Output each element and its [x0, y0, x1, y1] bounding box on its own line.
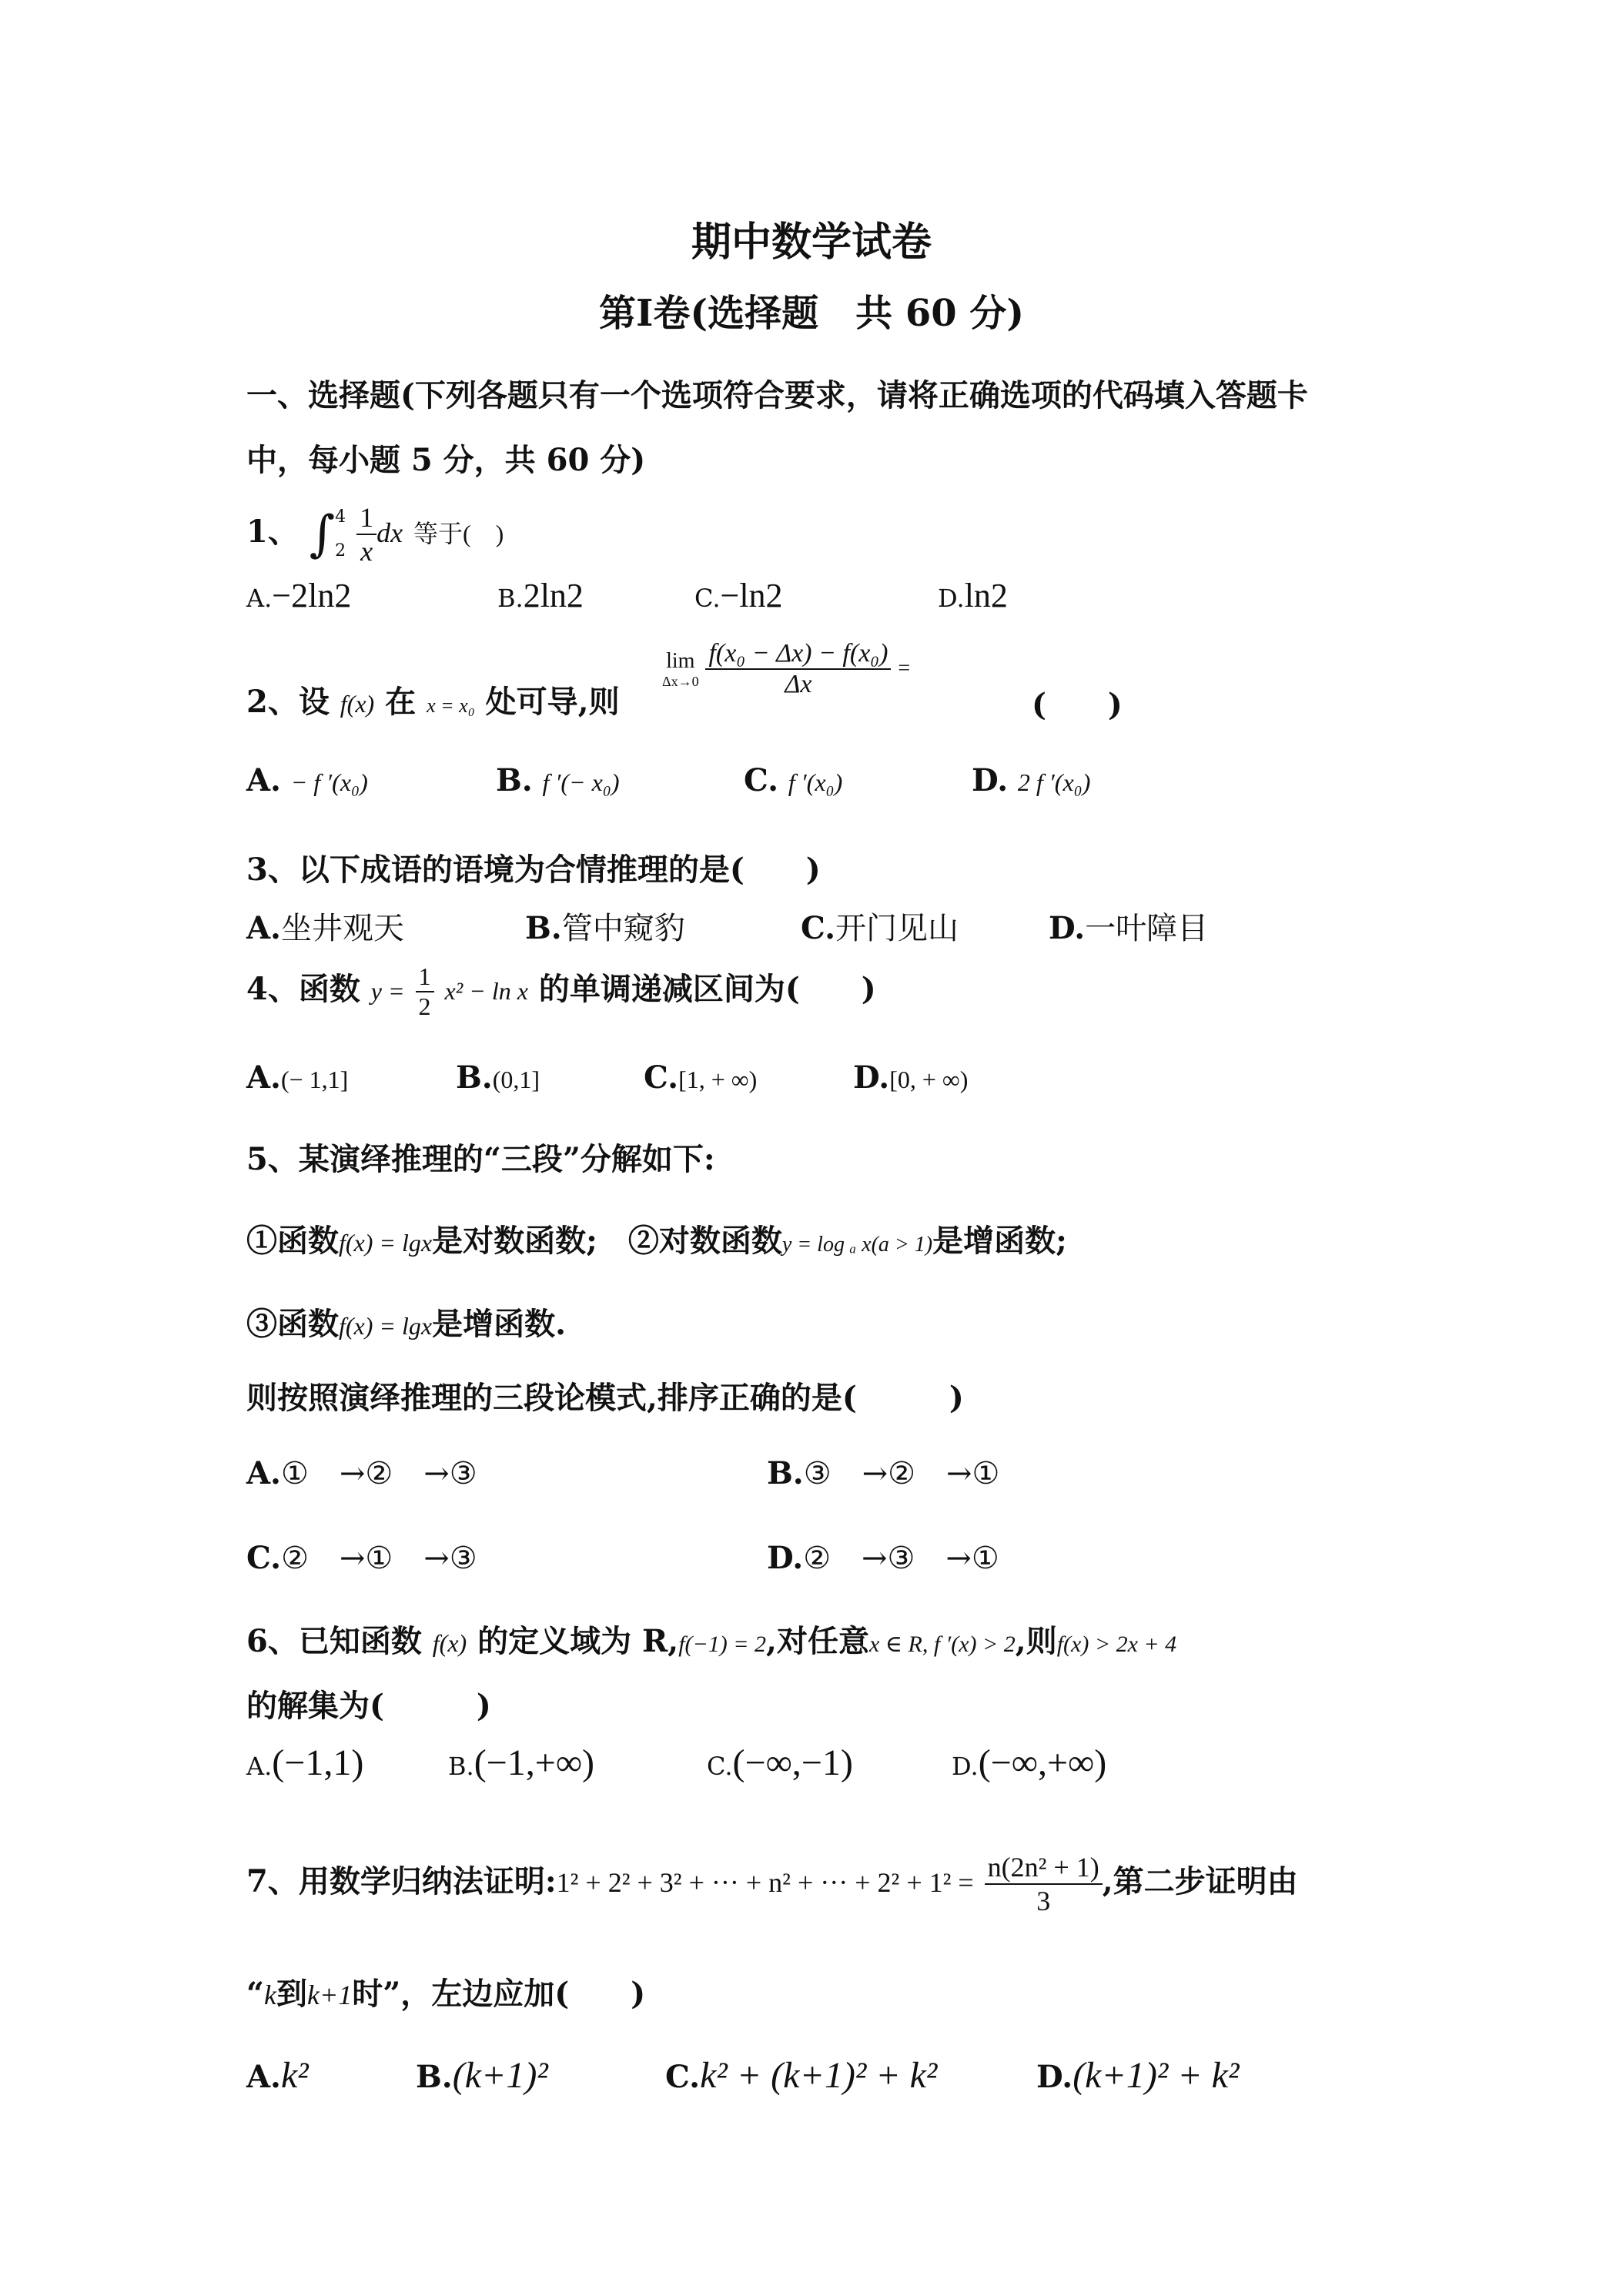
option-d: D.ln2	[938, 577, 1008, 614]
option-c: C.② →① →③	[246, 1540, 477, 1576]
limit-expression: lim Δx→0 $\frac{\text{f(x₀ − Δx) − f(x₀)}}{\Delta x}$ =	[662, 639, 911, 698]
option-c: C.开门见山	[801, 910, 959, 946]
integral-upper-limit: 4	[335, 507, 346, 527]
option-b: B. f ′(− x₀)	[496, 762, 620, 798]
option-a: A.(−1,1)	[246, 1742, 364, 1783]
option-c: C.[1, + ∞)	[644, 1059, 758, 1096]
premise-line-1: ①函数f(x) = lgx是对数函数; ②对数函数y = log ₐ x(a > 1)是增函数;	[246, 1223, 1067, 1259]
option-d: D.一叶障目	[1049, 910, 1209, 946]
question-5: 5、某演绎推理的“三段”分解如下:	[246, 1141, 715, 1177]
section-heading: 第Ⅰ卷(选择题 共 60 分)	[598, 292, 1025, 335]
fraction-numerator: 1	[356, 501, 376, 535]
integral-lower-limit: 2	[335, 541, 346, 561]
option-a: A. − f ′(x₀)	[246, 762, 368, 798]
question-3: 3、以下成语的语境为合情推理的是( )	[246, 852, 821, 888]
option-c: C.k² + (k+1)² + k²	[665, 2055, 938, 2096]
question-7: 7、用数学归纳法证明:1² + 2² + 3² + ··· + n² + ··· + 2² + 1² = $\frac{\text{n(2n² + 1)}}{3}$ ,第二步证明由	[246, 1852, 1298, 1916]
question-stem: 等于( )	[413, 520, 504, 547]
differential: dx	[376, 517, 403, 548]
question-5-prompt: 则按照演绎推理的三段论模式,排序正确的是( )	[246, 1380, 964, 1416]
premise-line-2: ③函数f(x) = lgx是增函数.	[246, 1306, 567, 1342]
option-d: D.(k+1)² + k²	[1036, 2055, 1240, 2096]
option-c: C.−ln2	[694, 577, 783, 614]
option-a: A.k²	[246, 2055, 309, 2096]
instructions-line-2: 中，每小题 5 分，共 60 分)	[246, 442, 646, 478]
integral-symbol: ∫	[309, 506, 336, 563]
option-a: A.坐井观天	[246, 910, 404, 946]
question-6-line-2: 的解集为( )	[246, 1688, 491, 1724]
option-d: D.[0, + ∞)	[853, 1059, 969, 1096]
option-b: B.③ →② →①	[767, 1455, 1000, 1491]
page-title: 期中数学试卷	[691, 219, 932, 266]
question-1	[246, 500, 504, 568]
answer-blank: ( )	[1032, 687, 1123, 723]
question-number: 1、	[246, 514, 299, 550]
option-c: C.(−∞,−1)	[707, 1742, 853, 1783]
option-d: D.② →③ →①	[767, 1540, 999, 1576]
option-b: B.管中窥豹	[525, 910, 685, 946]
question-6: 6、已知函数 f(x) 的定义域为 R,f(−1) = 2,对任意x ∈ R, f ′(x) > 2,则f(x) > 2x + 4	[246, 1623, 1177, 1659]
question-4: 4、函数 y = $\frac{1}{2}$ x² − ln x 的单调递减区间为( )	[246, 962, 876, 1020]
option-b: B.2ln2	[497, 577, 584, 614]
option-b: B.(0,1]	[456, 1059, 540, 1096]
question-7-line-2: “k到k+1时”，左边应加( )	[246, 1976, 646, 2012]
option-b: B.(k+1)²	[416, 2055, 548, 2096]
option-d: D.(−∞,+∞)	[952, 1742, 1107, 1783]
instructions-line-1: 一、选择题(下列各题只有一个选项符合要求，请将正确选项的代码填入答题卡	[246, 377, 1308, 413]
option-a: A.(− 1,1]	[246, 1059, 349, 1096]
option-c: C. f ′(x₀)	[744, 762, 843, 798]
question-2: 2、设 f(x) 在 x = x₀ 处可导,则	[246, 684, 620, 720]
option-d: D. 2 f ′(x₀)	[972, 762, 1091, 798]
option-a: A.① →② →③	[246, 1455, 477, 1491]
option-b: B.(−1,+∞)	[448, 1742, 595, 1783]
fraction-denominator: x	[360, 536, 373, 567]
option-a: A.−2ln2	[246, 577, 352, 614]
